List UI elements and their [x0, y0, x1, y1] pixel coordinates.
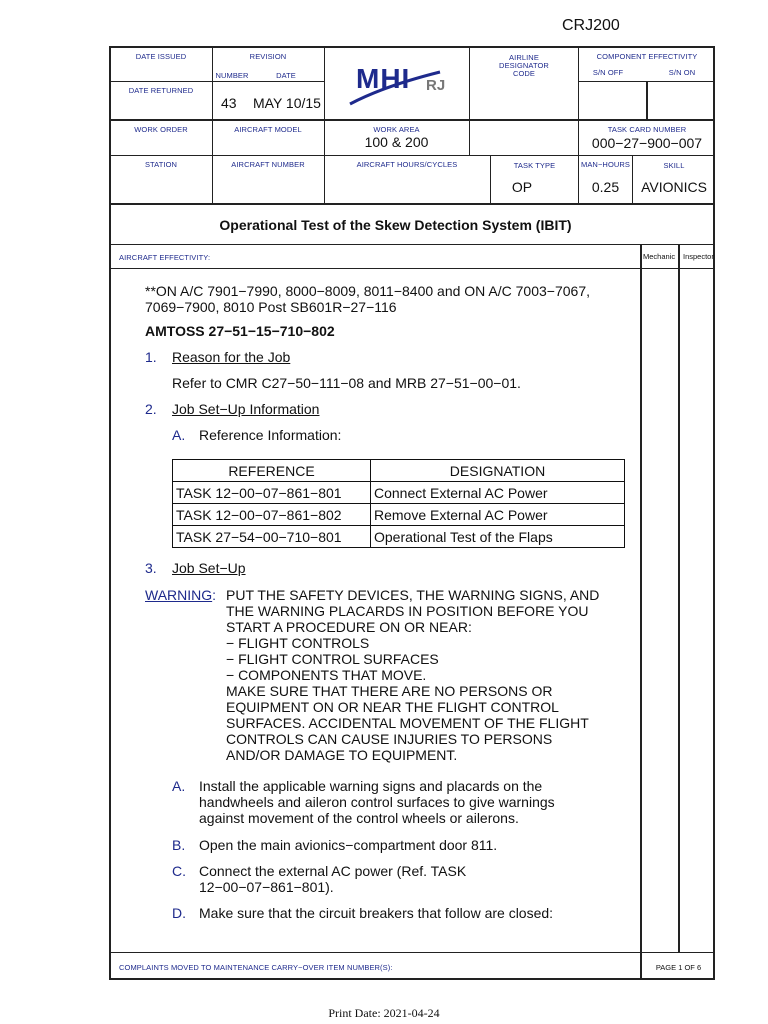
step-c-text	[199, 863, 466, 895]
date-issued-label: DATE ISSUED	[135, 52, 187, 61]
step-line: Install the applicable warning signs and placards on the	[199, 778, 543, 794]
airline-code-label-3: CODE	[512, 69, 536, 78]
section-3-title: Job Set−Up	[172, 560, 246, 576]
step-d-text	[199, 905, 553, 921]
warning-line: START A PROCEDURE ON OR NEAR:	[226, 619, 472, 635]
revision-number-label: NUMBER	[215, 71, 249, 80]
skill-label: SKILL	[663, 161, 685, 170]
table-row	[173, 526, 625, 548]
task-card-number-value: 000−27−900−007	[591, 135, 703, 151]
aircraft-number-label: AIRCRAFT NUMBER	[231, 160, 305, 169]
amtoss-number: AMTOSS 27−51−15−710−802	[145, 323, 335, 339]
table-cell-designation: Remove External AC Power	[371, 504, 625, 526]
warning-line: CONTROLS CAN CAUSE INJURIES TO PERSONS	[226, 731, 553, 747]
table-cell-designation: Connect External AC Power	[371, 482, 625, 504]
revision-date: MAY 10/15	[253, 95, 321, 111]
section-2a-text: Reference Information:	[199, 427, 342, 443]
section-1-number: 1.	[145, 349, 157, 365]
section-3-number: 3.	[145, 560, 157, 576]
warning-line: PUT THE SAFETY DEVICES, THE WARNING SIGNS, AND	[226, 587, 600, 603]
effectivity-line-2: 7069−7900, 8010 Post SB601R−27−116	[145, 299, 397, 315]
airline-code-label-1: AIRLINE	[509, 53, 539, 62]
revision-date-label: DATE	[276, 71, 296, 80]
date-returned-label: DATE RETURNED	[128, 86, 194, 95]
sn-on-label: S/N ON	[668, 68, 696, 77]
task-title: Operational Test of the Skew Detection System (IBIT)	[219, 217, 572, 233]
table-row	[173, 482, 625, 504]
warning-line: − FLIGHT CONTROLS	[226, 635, 370, 651]
revision-label: REVISION	[249, 52, 287, 61]
step-line: against movement of the control wheels or ailerons.	[199, 810, 519, 826]
aircraft-model-field-label: AIRCRAFT MODEL	[234, 125, 302, 134]
aircraft-model-label: CRJ200	[562, 17, 620, 34]
table-cell-designation: Operational Test of the Flaps	[371, 526, 625, 548]
step-line: handwheels and aileron control surfaces to give warnings	[199, 794, 555, 810]
effectivity-line-1: **ON A/C 7901−7990, 8000−8009, 8011−8400 and ON A/C 7003−7067,	[145, 283, 590, 299]
work-order-label: WORK ORDER	[134, 125, 188, 134]
table-cell-reference: TASK 12−00−07−861−801	[173, 482, 371, 504]
step-c-letter: C.	[172, 863, 186, 879]
mechanic-label: Mechanic	[643, 252, 676, 261]
warning-line: − FLIGHT CONTROL SURFACES	[226, 651, 439, 667]
warning-line: MAKE SURE THAT THERE ARE NO PERSONS OR	[226, 683, 553, 699]
table-cell-reference: TASK 12−00−07−861−802	[173, 504, 371, 526]
page-number: PAGE 1 OF 6	[655, 963, 702, 972]
step-line: Connect the external AC power (Ref. TASK	[199, 863, 467, 879]
logo-text: MHI	[356, 63, 411, 94]
step-a-text	[199, 778, 555, 826]
section-2-number: 2.	[145, 401, 157, 417]
warning-line: THE WARNING PLACARDS IN POSITION BEFORE YOU	[226, 603, 589, 619]
warning-text	[226, 587, 599, 763]
step-b-letter: B.	[172, 837, 186, 853]
table-header-row	[173, 460, 625, 482]
aircraft-hours-label: AIRCRAFT HOURS/CYCLES	[356, 160, 458, 169]
reference-table	[172, 459, 625, 548]
warning-line: SURFACES. ACCIDENTAL MOVEMENT OF THE FLIGHT	[226, 715, 589, 731]
man-hours-value: 0.25	[591, 179, 620, 195]
aircraft-effectivity-label: AIRCRAFT EFFECTIVITY:	[119, 253, 211, 262]
work-area-value: 100 & 200	[364, 134, 429, 150]
section-1-text: Refer to CMR C27−50−111−08 and MRB 27−51−00−01.	[172, 375, 521, 391]
revision-number: 43	[221, 95, 237, 111]
task-type-label: TASK TYPE	[513, 161, 556, 170]
inspector-label: Inspector	[683, 252, 714, 261]
section-2a-letter: A.	[172, 427, 186, 443]
step-d-letter: D.	[172, 905, 186, 921]
table-row	[173, 504, 625, 526]
warning-line: EQUIPMENT ON OR NEAR THE FLIGHT CONTROL	[226, 699, 559, 715]
component-effectivity-label: COMPONENT EFFECTIVITY	[596, 52, 698, 61]
section-1-title: Reason for the Job	[172, 349, 291, 365]
complaints-label: COMPLAINTS MOVED TO MAINTENANCE CARRY−OVER ITEM NUMBER(S):	[119, 963, 393, 972]
warning-label: WARNING:	[145, 587, 217, 603]
warning-line: AND/OR DAMAGE TO EQUIPMENT.	[226, 747, 458, 763]
warning-label-text: WARNING	[145, 587, 213, 603]
station-label: STATION	[144, 160, 178, 169]
work-area-label: WORK AREA	[373, 125, 420, 134]
mhirj-logo	[344, 60, 456, 108]
task-type-value: OP	[511, 179, 533, 195]
step-line: 12−00−07−861−801).	[199, 879, 334, 895]
table-cell-reference: TASK 27−54−00−710−801	[173, 526, 371, 548]
step-line: Open the main avionics−compartment door 811.	[199, 837, 498, 853]
warning-line: − COMPONENTS THAT MOVE.	[226, 667, 427, 683]
man-hours-label: MAN−HOURS	[580, 160, 631, 169]
step-a-letter: A.	[172, 778, 186, 794]
task-card-number-label: TASK CARD NUMBER	[607, 125, 687, 134]
print-date: Print Date: 2021-04-24	[328, 1006, 440, 1020]
sn-off-label: S/N OFF	[592, 68, 624, 77]
step-line: Make sure that the circuit breakers that follow are closed:	[199, 905, 554, 921]
airline-code-label-2: DESIGNATOR	[499, 61, 549, 70]
logo-suffix: RJ	[426, 77, 446, 94]
skill-value: AVIONICS	[641, 179, 707, 195]
step-b-text	[199, 837, 497, 853]
table-header-designation: DESIGNATION	[371, 460, 625, 482]
table-header-reference: REFERENCE	[173, 460, 371, 482]
section-2-title: Job Set−Up Information	[172, 401, 320, 417]
